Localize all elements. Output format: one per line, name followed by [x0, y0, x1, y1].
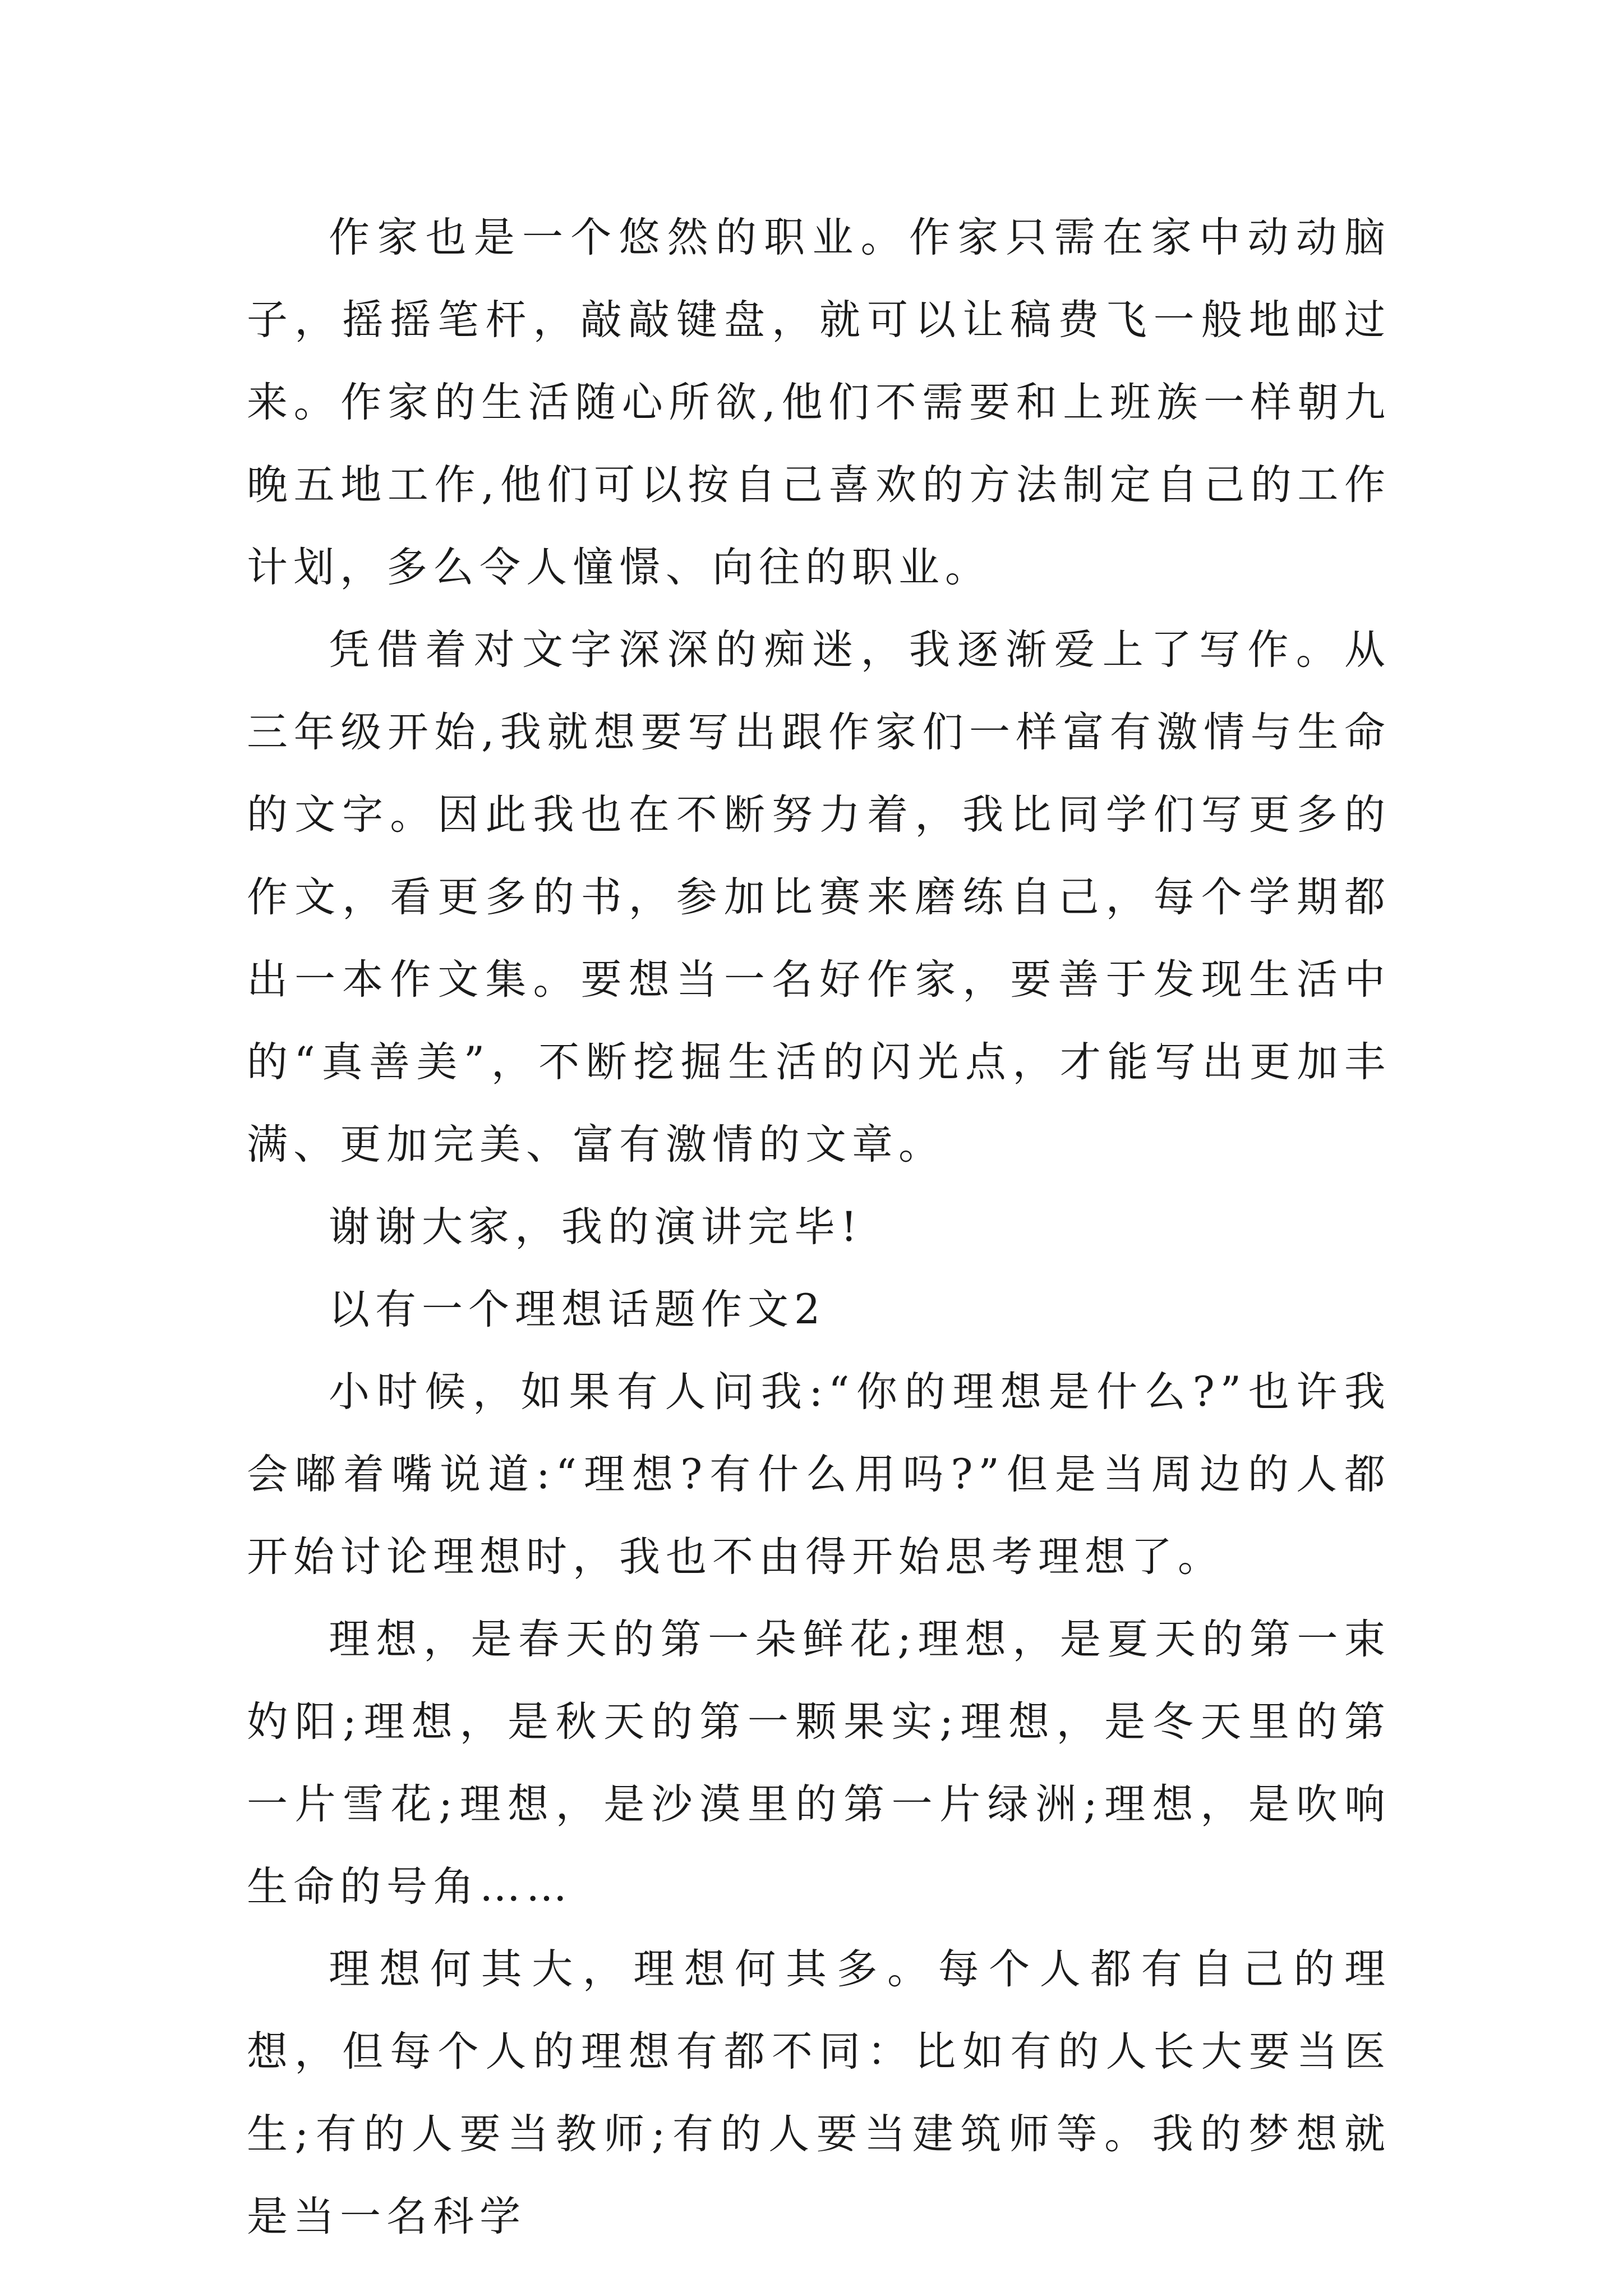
paragraph-different-ideals: 理想何其大，理想何其多。每个人都有自己的理想，但每个人的理想有都不同：比如有的人长大要当医生;有的人要当教师;有的人要当建筑师等。我的梦想就是当一名科学: [247, 1945, 1391, 2240]
paragraph-childhood: 小时候，如果有人问我:“你的理想是什么?”也许我会嘟着嘴说道:“理想?有什么用吗?”但是当周边的人都开始讨论理想时，我也不由得开始思考理想了。: [247, 1368, 1391, 1581]
paragraph-love-writing: 凭借着对文字深深的痴迷，我逐渐爱上了写作。从三年级开始,我就想要写出跟作家们一样富有激情与生命的文字。因此我也在不断努力着，我比同学们写更多的作文，看更多的书，参加比赛来磨练自己，每个学期都出一本作文集。要想当一名好作家，要善于发现生活中的“真善美”，不断挖掘生活的闪光点，才能写出更加丰满、更加完美、富有激情的文章。: [247, 626, 1391, 1168]
essay-heading: 以有一个理想话题作文2: [329, 1286, 826, 1333]
paragraph-writer-career: 作家也是一个悠然的职业。作家只需在家中动动脑子，摇摇笔杆，敲敲键盘，就可以让稿费飞一般地邮过来。作家的生活随心所欲,他们不需要和上班族一样朝九晚五地工作,他们可以按自己喜欢的方法制定自己的工作计划，多么令人憧憬、向往的职业。: [247, 214, 1391, 591]
document-body: [247, 196, 1391, 2258]
paragraph-closing: 谢谢大家，我的演讲完毕!: [329, 1203, 863, 1251]
paragraph-ideal-metaphors: 理想，是春天的第一朵鲜花;理想，是夏天的第一束妁阳;理想，是秋天的第一颗果实;理想，是冬天里的第一片雪花;理想，是沙漠里的第一片绿洲;理想，是吹响生命的号角……: [247, 1616, 1391, 1911]
